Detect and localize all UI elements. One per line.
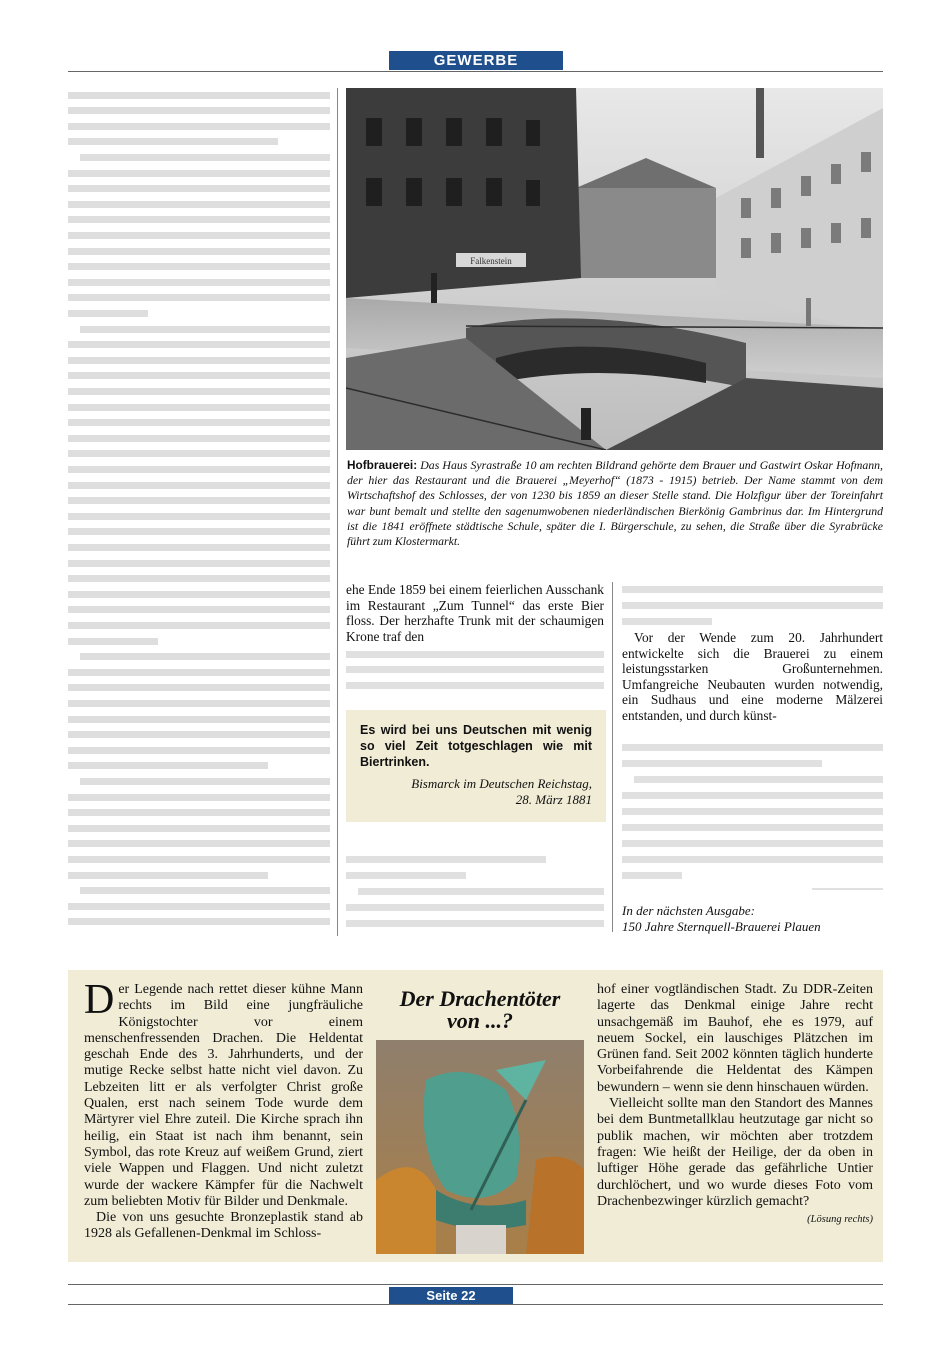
- headline-line1: Der Drachentöter: [399, 986, 561, 1011]
- quote-text: Es wird bei uns Deutschen mit wenig so viel Zeit totgeschlagen wie mit Biertrinken.: [360, 723, 592, 769]
- column-divider: [337, 88, 338, 936]
- historic-brewery-photo: [346, 88, 883, 450]
- headline-line2: von ...?: [447, 1008, 513, 1033]
- solution-hint: (Lösung rechts): [807, 1214, 873, 1226]
- feature-headline: [376, 988, 584, 1032]
- photo-illustration: [346, 88, 883, 450]
- right-faded-lines-bottom: [622, 740, 883, 890]
- right-column: [622, 630, 883, 724]
- middle-faded-lines: [346, 648, 604, 694]
- feature-left-column: [84, 977, 363, 1243]
- middle-column-text: ehe Ende 1859 bei einem feierlichen Ausschank im Restaurant „Zum Tunnel“ das erste Bier floss. Der herzhafte Trunk mit der schaumigen Krone traf den: [346, 582, 604, 644]
- drop-cap: D: [84, 977, 115, 1023]
- feature-right-text-2: Vielleicht sollte man den Standort des Mannes bei dem Buntmetallklau heutzutage gar nicht so publik machen, wir möchten aber trotzdem fragen: Wie heißt der Heilige, der da oben in luftiger Höhe gerade das gefährliche Untier durchlöchert, und wo wurde dieses Foto vom Drachenbezwinger kürzlich gemacht?: [597, 1096, 873, 1209]
- header-rule: [68, 71, 883, 72]
- feature-right-text: hof einer vogtländischen Stadt. Zu DDR-Zeiten lagerte das Denkmal einige Jahre recht unsachgemäß im Bauhof, ehe es 1979, auf neuem Sockel, ein lauschiges Plätzchen im Grünen fand. Seit 2002 könnten täglich hunderte Vorbeifahrende die Heldentat des Kämpen bewundern – wenn sie denn hinschauen würden.: [597, 982, 873, 1095]
- middle-column: [346, 582, 604, 644]
- feature-right-column: [597, 982, 873, 1228]
- footer-rule-bottom: [68, 1304, 883, 1305]
- next-issue-note: [622, 903, 883, 934]
- faded-text-lines: [68, 88, 330, 936]
- next-issue-line1: In der nächsten Ausgabe:: [622, 903, 755, 918]
- page-number: Seite 22: [389, 1287, 513, 1305]
- dragon-slayer-photo: [376, 1040, 584, 1254]
- feature-left-text-2: Die von uns gesuchte Bronzeplastik stand ab 1928 als Gefallenen-Denkmal im Schloss-: [84, 1210, 363, 1242]
- middle-faded-lines-bottom: [346, 852, 604, 932]
- section-tag: GEWERBE: [389, 51, 563, 70]
- quote-source-line1: Bismarck im Deutschen Reichstag,: [411, 776, 592, 791]
- photo-sign-text: Falkenstein: [470, 256, 512, 266]
- caption-lead: Hofbrauerei:: [347, 458, 418, 472]
- left-column-faded-text: [68, 88, 330, 936]
- statue-illustration: [376, 1040, 584, 1254]
- next-issue-line2: 150 Jahre Sternquell-Brauerei Plauen: [622, 918, 821, 934]
- footer-rule-top: [68, 1284, 883, 1285]
- right-faded-lines-top: [622, 582, 883, 626]
- feature-left-text: er Legende nach rettet dieser kühne Mann rechts im Bild eine jungfräuliche Königstochter vor einem menschenfressenden Drachen. Die Heldentat geschah Ende des 3. Jahrhunderts, und der mutige Recke selbst hatte nicht viel davon. Zu Lebzeiten litt er als verfolgter Christ große Qualen, erst nach seinem Tode wurde dem Märtyrer viel Ehre zuteil. Die Kirche sprach ihn heilig, ein Staat ist nach ihm benannt, sein Symbol, das rote Kreuz auf weißem Grund, ziert viele Wappen und Flaggen. Und nicht zuletzt wurde der wackere Kämpfer für die Nachwelt zum beliebten Motiv für Bilder und Denkmale.: [84, 982, 363, 1209]
- photo-caption: [347, 458, 883, 549]
- caption-text: Das Haus Syrastraße 10 am rechten Bildrand gehörte dem Brauer und Gastwirt Oskar Hofmann, der hier das Restaurant und die Brauerei „Meyerhof“ (1873 - 1915) betrieb. Der Name stammt von dem Wirtschaftshof des Schlosses, der von 1230 bis 1859 an dieser Stelle stand. Die Holzfigur über der Toreinfahrt war bunt bemalt und stellte den sagenumwobenen niederländischen Bierkönig Gambrinus dar. Im Hintergrund ist die 1841 eröffnete städtische Schule, später die I. Bürgerschule, zu sehen, die Straße über die Syrabrücke führt zum Klostermarkt.: [347, 458, 883, 549]
- column-divider-2: [612, 582, 613, 932]
- quote-box: [346, 710, 606, 822]
- right-column-text: Vor der Wende zum 20. Jahrhundert entwickelte sich die Brauerei zu einem leistungsstarken Großunternehmen. Umfangreiche Neubauten wurden notwendig, ein Sudhaus und eine moderne Mälzerei entstanden, und durch künst-: [622, 630, 883, 723]
- quote-source-line2: 28. März 1881: [515, 792, 592, 807]
